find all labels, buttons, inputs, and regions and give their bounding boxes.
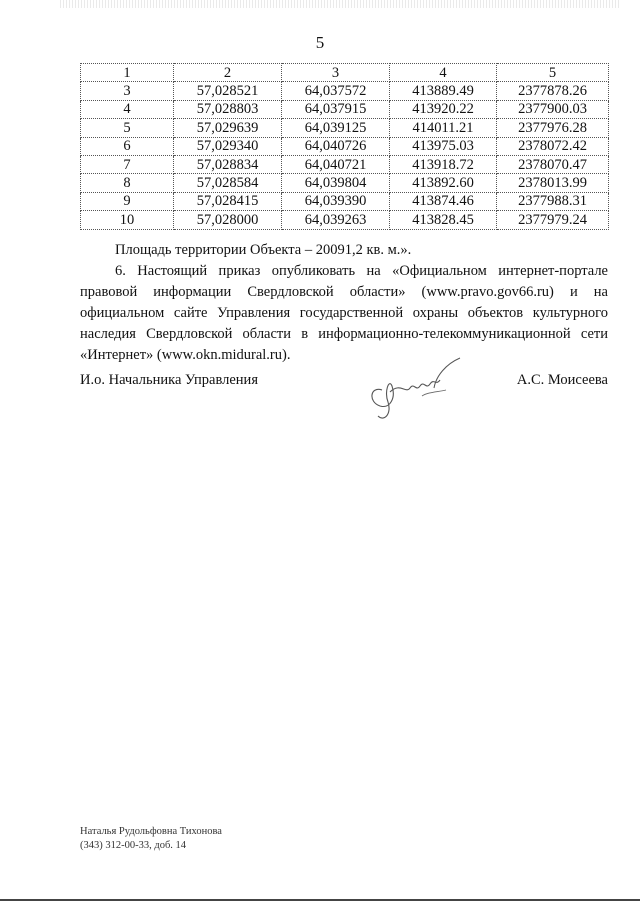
column-header: 1 <box>81 64 174 82</box>
table-row <box>81 137 609 155</box>
table-row <box>81 192 609 210</box>
signatory-name: А.С. Моисеева <box>516 372 608 388</box>
table-cell: 2378013.99 <box>497 174 609 192</box>
table-cell: 64,039390 <box>282 192 390 210</box>
table-cell: 57,028584 <box>174 174 282 192</box>
table-cell: 4 <box>81 100 174 118</box>
table-cell: 57,028834 <box>174 155 282 173</box>
table-cell: 413889.49 <box>390 82 497 100</box>
table-row <box>81 174 609 192</box>
table-cell: 64,039263 <box>282 211 390 229</box>
table-cell: 64,037572 <box>282 82 390 100</box>
table-cell: 64,040721 <box>282 155 390 173</box>
table-cell: 64,039125 <box>282 119 390 137</box>
table-cell: 413975.03 <box>390 137 497 155</box>
table-cell: 57,028000 <box>174 211 282 229</box>
table-cell: 413918.72 <box>390 155 497 173</box>
publication-clause: 6. Настоящий приказ опубликовать на «Официальном интернет-портале правовой информации Свердловской области» (www.pravo.gov66.ru) и на официальном сайте Управления государственной охраны объектов культурного наследия Свердловской области в информационно-телекоммуникационной сети «Интернет» (www.okn.midural.ru). <box>80 263 608 363</box>
area-statement: Площадь территории Объекта – 20091,2 кв. м.». <box>115 242 412 258</box>
table-row <box>81 119 609 137</box>
executor-info <box>80 825 222 853</box>
table-cell: 6 <box>81 137 174 155</box>
table-cell: 2377900.03 <box>497 100 609 118</box>
table-cell: 5 <box>81 119 174 137</box>
table-row <box>81 211 609 229</box>
table-header-row <box>81 64 609 82</box>
table-row <box>81 100 609 118</box>
coordinates-table <box>80 63 609 230</box>
table-cell: 2378070.47 <box>497 155 609 173</box>
page-number: 5 <box>315 33 325 52</box>
table-cell: 57,028415 <box>174 192 282 210</box>
table-cell: 57,028521 <box>174 82 282 100</box>
table-cell: 9 <box>81 192 174 210</box>
column-header: 3 <box>282 64 390 82</box>
table-cell: 413920.22 <box>390 100 497 118</box>
table-cell: 2378072.42 <box>497 137 609 155</box>
column-header: 2 <box>174 64 282 82</box>
table-cell: 2377976.28 <box>497 119 609 137</box>
table-cell: 413828.45 <box>390 211 497 229</box>
table-cell: 7 <box>81 155 174 173</box>
table-cell: 8 <box>81 174 174 192</box>
executor-name: Наталья Рудольфовна Тихонова <box>80 826 222 837</box>
table-cell: 2377979.24 <box>497 211 609 229</box>
bottom-rule <box>0 899 640 901</box>
table-cell: 413892.60 <box>390 174 497 192</box>
table-cell: 57,028803 <box>174 100 282 118</box>
column-header: 5 <box>497 64 609 82</box>
table-cell: 3 <box>81 82 174 100</box>
table-row <box>81 155 609 173</box>
table-cell: 64,039804 <box>282 174 390 192</box>
scan-noise <box>60 0 620 8</box>
table-row <box>81 82 609 100</box>
table-cell: 64,037915 <box>282 100 390 118</box>
table-cell: 64,040726 <box>282 137 390 155</box>
executor-phone: (343) 312-00-33, доб. 14 <box>80 840 187 851</box>
table-cell: 413874.46 <box>390 192 497 210</box>
table-cell: 10 <box>81 211 174 229</box>
table-cell: 2377988.31 <box>497 192 609 210</box>
table-cell: 57,029340 <box>174 137 282 155</box>
table-cell: 57,029639 <box>174 119 282 137</box>
table-cell: 2377878.26 <box>497 82 609 100</box>
column-header: 4 <box>390 64 497 82</box>
table-cell: 414011.21 <box>390 119 497 137</box>
signatory-title: И.о. Начальника Управления <box>80 372 258 388</box>
handwritten-signature <box>362 352 472 422</box>
